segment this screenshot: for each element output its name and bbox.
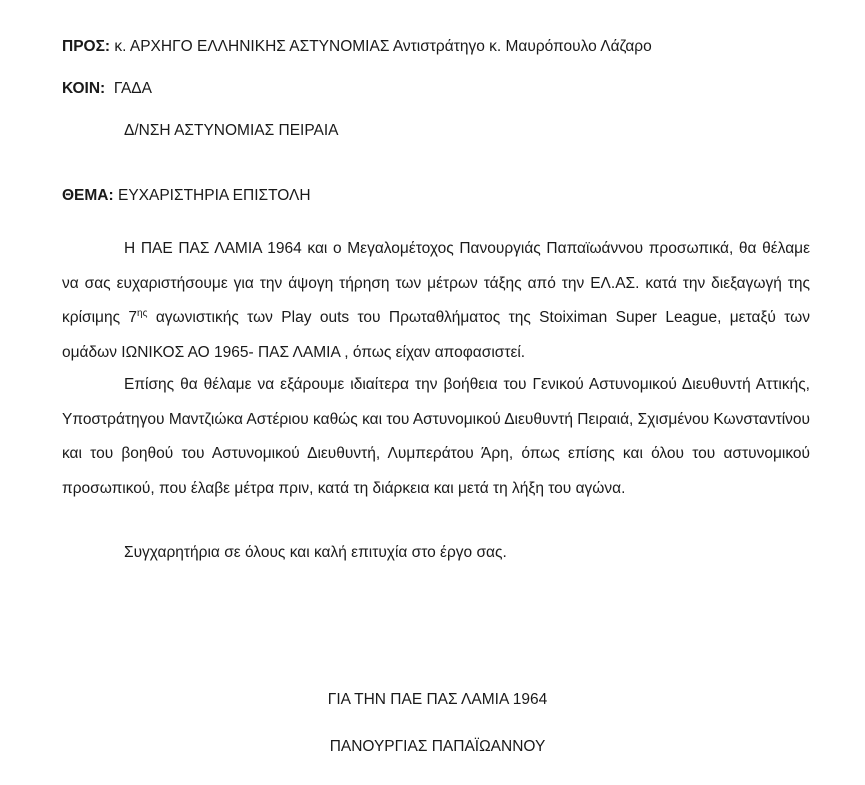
body-paragraph-2: Επίσης θα θέλαμε να εξάρουμε ιδιαίτερα την βοήθεια του Γενικού Αστυνομικού Διευθυντή Αττικής, Υποστράτηγου Μαντζιώκα Αστέριου καθώς και του Αστυνομικού Διευθυντή Πειραιά, Σχισμένου Κωνσταντίνου και του βοηθού του Αστυνομικού Διευθυντή, Λυμπεράτου Άρη, όπως επίσης και όλου του αστυνομικού προσωπικού, που έλαβε μέτρα πριν, κατά τη διάρκεια και μετά τη λήξη του αγώνα. [62,376,810,497]
subject-label: ΘΕΜΑ [62,187,109,204]
body-paragraph-3: Συγχαρητήρια σε όλους και καλή επιτυχία στο έργο σας. [124,544,507,561]
subject-line: ΘΕΜΑ: ΕΥΧΑΡΙΣΤΗΡΙΑ ΕΠΙΣΤΟΛΗ [62,187,311,204]
cc-line: ΚΟΙΝ: ΓΑΔΑ [62,80,152,97]
cc-value-1: ΓΑΔΑ [113,80,152,97]
signature-name: ΠΑΝΟΥΡΓΙΑΣ ΠΑΠΑΪΩΑΝΝΟΥ [329,738,546,755]
recipient-value: κ. ΑΡΧΗΓΟ ΕΛΛΗΝΙΚΗΣ ΑΣΤΥΝΟΜΙΑΣ Αντιστράτηγο κ. Μαυρόπουλο Λάζαρο [114,38,652,55]
ordinal-superscript: ης [137,307,148,319]
cc-value-2: Δ/ΝΣΗ ΑΣΤΥΝΟΜΙΑΣ ΠΕΙΡΑΙΑ [124,122,339,139]
signature-organization: ΓΙΑ ΤΗΝ ΠΑΕ ΠΑΣ ΛΑΜΙΑ 1964 [327,691,548,708]
cc-label: ΚΟΙΝ [62,80,101,97]
recipient-label: ΠΡΟΣ [62,38,105,55]
subject-value: ΕΥΧΑΡΙΣΤΗΡΙΑ ΕΠΙΣΤΟΛΗ [117,187,311,204]
recipient-line: ΠΡΟΣ: κ. ΑΡΧΗΓΟ ΕΛΛΗΝΙΚΗΣ ΑΣΤΥΝΟΜΙΑΣ Αντιστράτηγο κ. Μαυρόπουλο Λάζαρο [62,38,652,55]
body-paragraph-1: Η ΠΑΕ ΠΑΣ ΛΑΜΙΑ 1964 και ο Μεγαλομέτοχος Πανουργιάς Παπαϊωάννου προσωπικά, θα θέλαμε να σας ευχαριστήσουμε για την άψογη τήρηση των μέτρων τάξης από την ΕΛ.ΑΣ. κατά την διεξαγωγή της κρίσιμης $7^{\eta\varsigma}$ αγωνιστικής των Play outs του Πρωταθλήματος της Stoiximan Super League, μεταξύ των ομάδων ΙΩΝΙΚΟΣ ΑΟ 1965- ΠΑΣ ΛΑΜΙΑ , όπως είχαν αποφασιστεί. [62,240,811,361]
